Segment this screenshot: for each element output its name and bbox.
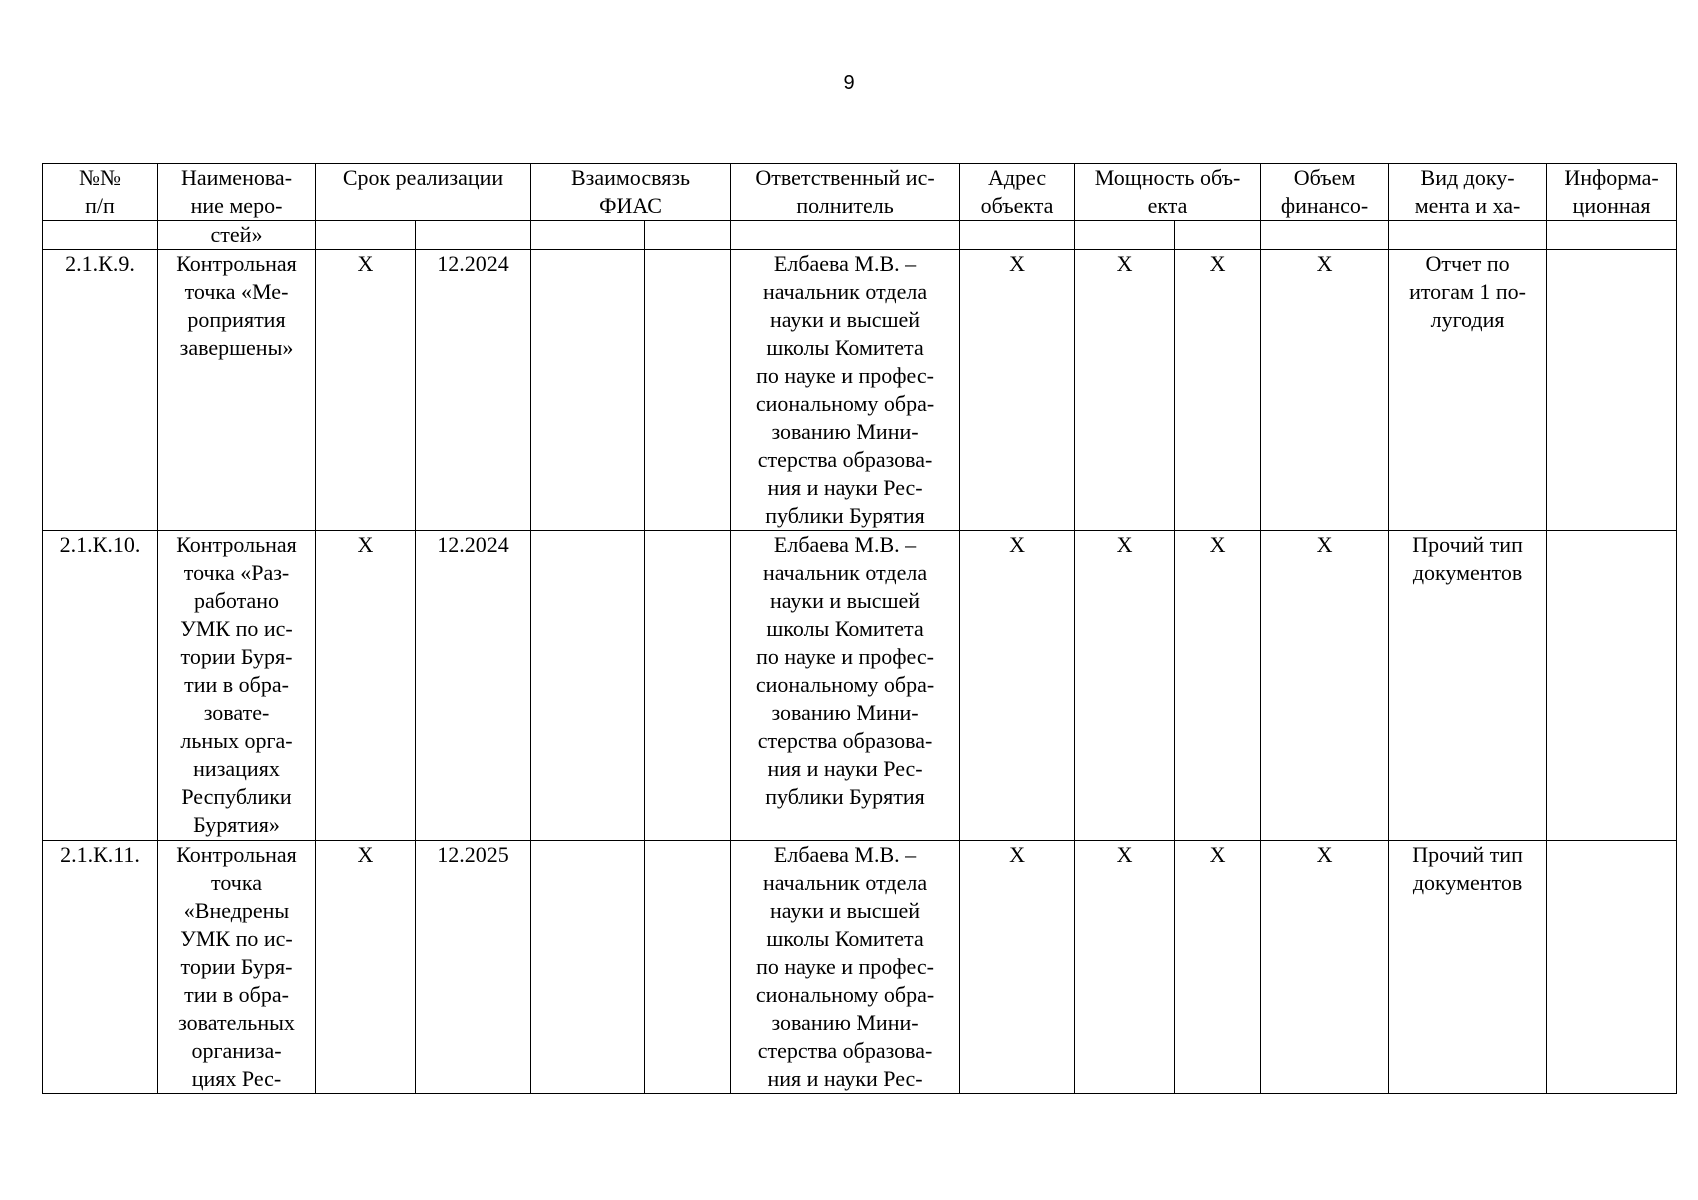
row-fias-1 — [531, 250, 645, 531]
header-address: Адрес объекта — [960, 164, 1075, 221]
subheader-cell — [416, 221, 531, 250]
subheader-name-cont: стей» — [158, 221, 316, 250]
subheader-cell — [316, 221, 416, 250]
row-fias-1 — [531, 531, 645, 841]
row-num: 2.1.К.9. — [43, 250, 158, 531]
row-address: X — [960, 841, 1075, 1094]
row-finance: X — [1261, 250, 1389, 531]
row-doc-type: Прочий тип документов — [1389, 841, 1547, 1094]
header-responsible: Ответственный ис- полнитель — [731, 164, 960, 221]
row-num: 2.1.К.11. — [43, 841, 158, 1094]
row-fias-2 — [645, 250, 731, 531]
row-responsible: Елбаева М.В. – начальник отдела науки и высшей школы Комитета по науке и профес- сиональному обра- зованию Мини- стерства образова- ния и науки Рес- публики Бурятия — [731, 531, 960, 841]
row-responsible: Елбаева М.В. – начальник отдела науки и высшей школы Комитета по науке и профес- сиональному обра- зованию Мини- стерства образова- ния и науки Рес- публики Бурятия — [731, 250, 960, 531]
row-start: X — [316, 531, 416, 841]
row-capacity-1: X — [1075, 531, 1175, 841]
row-doc-type: Отчет по итогам 1 по- лугодия — [1389, 250, 1547, 531]
row-info — [1547, 531, 1677, 841]
subheader-cell — [731, 221, 960, 250]
subheader-cell — [43, 221, 158, 250]
row-end: 12.2024 — [416, 250, 531, 531]
row-address: X — [960, 531, 1075, 841]
subheader-cell — [1547, 221, 1677, 250]
row-capacity-2: X — [1175, 841, 1261, 1094]
subheader-cell — [531, 221, 645, 250]
row-address: X — [960, 250, 1075, 531]
header-doc-type: Вид доку- мента и ха- — [1389, 164, 1547, 221]
header-row — [43, 164, 1677, 221]
row-doc-type: Прочий тип документов — [1389, 531, 1547, 841]
subheader-cell — [1075, 221, 1175, 250]
header-finance: Объем финансо- — [1261, 164, 1389, 221]
header-fias: Взаимосвязь ФИАС — [531, 164, 731, 221]
table-row — [43, 250, 1677, 531]
header-subrow — [43, 221, 1677, 250]
row-name: Контрольная точка «Ме- роприятия завершены» — [158, 250, 316, 531]
header-info: Информа- ционная — [1547, 164, 1677, 221]
subheader-cell — [960, 221, 1075, 250]
header-capacity: Мощность объ- екта — [1075, 164, 1261, 221]
row-fias-1 — [531, 841, 645, 1094]
row-name: Контрольная точка «Раз- работано УМК по ис- тории Буря- тии в обра- зовате- льных орга- низациях Республики Бурятия» — [158, 531, 316, 841]
row-num: 2.1.К.10. — [43, 531, 158, 841]
row-capacity-1: X — [1075, 250, 1175, 531]
table-row — [43, 531, 1677, 841]
row-start: X — [316, 250, 416, 531]
subheader-cell — [1389, 221, 1547, 250]
subheader-cell — [1175, 221, 1261, 250]
header-name: Наименова- ние меро- — [158, 164, 316, 221]
row-capacity-2: X — [1175, 531, 1261, 841]
row-end: 12.2025 — [416, 841, 531, 1094]
header-period: Срок реализации — [316, 164, 531, 221]
row-finance: X — [1261, 841, 1389, 1094]
plan-table — [42, 163, 1677, 1094]
row-info — [1547, 841, 1677, 1094]
row-capacity-2: X — [1175, 250, 1261, 531]
row-end: 12.2024 — [416, 531, 531, 841]
page-number: 9 — [843, 72, 855, 94]
subheader-cell — [1261, 221, 1389, 250]
row-responsible: Елбаева М.В. – начальник отдела науки и высшей школы Комитета по науке и профес- сиональному обра- зованию Мини- стерства образова- ния и науки Рес- — [731, 841, 960, 1094]
row-name: Контрольная точка «Внедрены УМК по ис- тории Буря- тии в обра- зовательных организа- циях Рес- — [158, 841, 316, 1094]
row-fias-2 — [645, 531, 731, 841]
row-capacity-1: X — [1075, 841, 1175, 1094]
row-info — [1547, 250, 1677, 531]
row-fias-2 — [645, 841, 731, 1094]
row-start: X — [316, 841, 416, 1094]
subheader-cell — [645, 221, 731, 250]
header-num: №№ п/п — [43, 164, 158, 221]
row-finance: X — [1261, 531, 1389, 841]
table-row — [43, 841, 1677, 1094]
